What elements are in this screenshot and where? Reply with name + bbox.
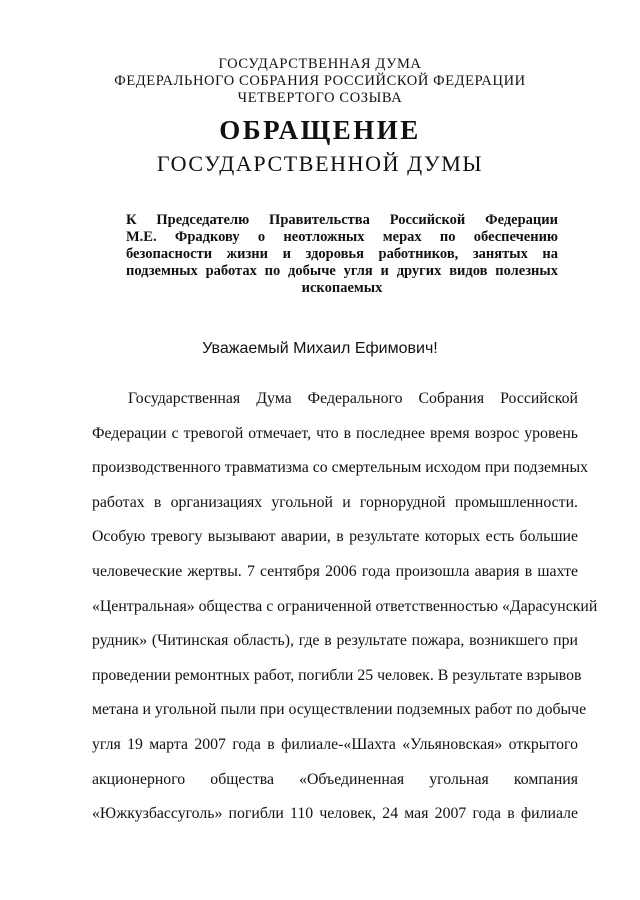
header-line-2: ФЕДЕРАЛЬНОГО СОБРАНИЯ РОССИЙСКОЙ ФЕДЕРАЦИИ xyxy=(114,73,526,89)
header-line-3: ЧЕТВЕРТОГО СОЗЫВА xyxy=(237,90,403,106)
body-line: человеческие жертвы. 7 сентября 2006 года произошла авария в шахте xyxy=(92,562,578,580)
body-line: угля 19 марта 2007 года в филиале-«Шахта «Ульяновская» открытого xyxy=(92,735,578,753)
header-line-1: ГОСУДАРСТВЕННАЯ ДУМА xyxy=(218,56,422,72)
body-line: «Центральная» общества с ограниченной ответственностью «Дарасунский xyxy=(92,597,598,615)
body-line: проведении ремонтных работ, погибли 25 человек. В результате взрывов xyxy=(92,666,582,684)
body-line: «Южкузбассуголь» погибли 110 человек, 24 мая 2007 года в филиале xyxy=(92,805,578,823)
greeting: Уважаемый Михаил Ефимович! xyxy=(202,340,438,357)
addressee-line: ископаемых xyxy=(301,280,383,296)
body-line: производственного травматизма со смертельным исходом при подземных xyxy=(92,459,588,477)
document-subtitle: ГОСУДАРСТВЕННОЙ ДУМЫ xyxy=(156,151,484,176)
document-title: ОБРАЩЕНИЕ xyxy=(219,115,421,145)
addressee-block xyxy=(126,212,558,297)
document-header xyxy=(0,56,640,107)
addressee-line: безопасности жизни и здоровья работников, занятых на xyxy=(126,246,558,262)
addressee-line: К Председателю Правительства Российской Федерации xyxy=(126,212,558,228)
body-line: Особую тревогу вызывают аварии, в результате которых есть большие xyxy=(92,528,578,546)
body-line: работах в организациях угольной и горнорудной промышленности. xyxy=(92,493,578,511)
body-line: метана и угольной пыли при осуществлении подземных работ по добыче xyxy=(92,701,587,719)
body-line: Федерации с тревогой отмечает, что в последнее время возрос уровень xyxy=(92,424,578,442)
addressee-line: подземных работах по добыче угля и других видов полезных xyxy=(126,263,558,279)
addressee-line: М.Е. Фрадкову о неотложных мерах по обеспечению xyxy=(126,229,558,245)
body-line: Государственная Дума Федерального Собрания Российской xyxy=(128,390,578,407)
body-line: акционерного общества «Объединенная угольная компания xyxy=(92,770,578,788)
body-text xyxy=(92,389,598,839)
body-line: рудник» (Читинская область), где в результате пожара, возникшего при xyxy=(92,632,578,650)
